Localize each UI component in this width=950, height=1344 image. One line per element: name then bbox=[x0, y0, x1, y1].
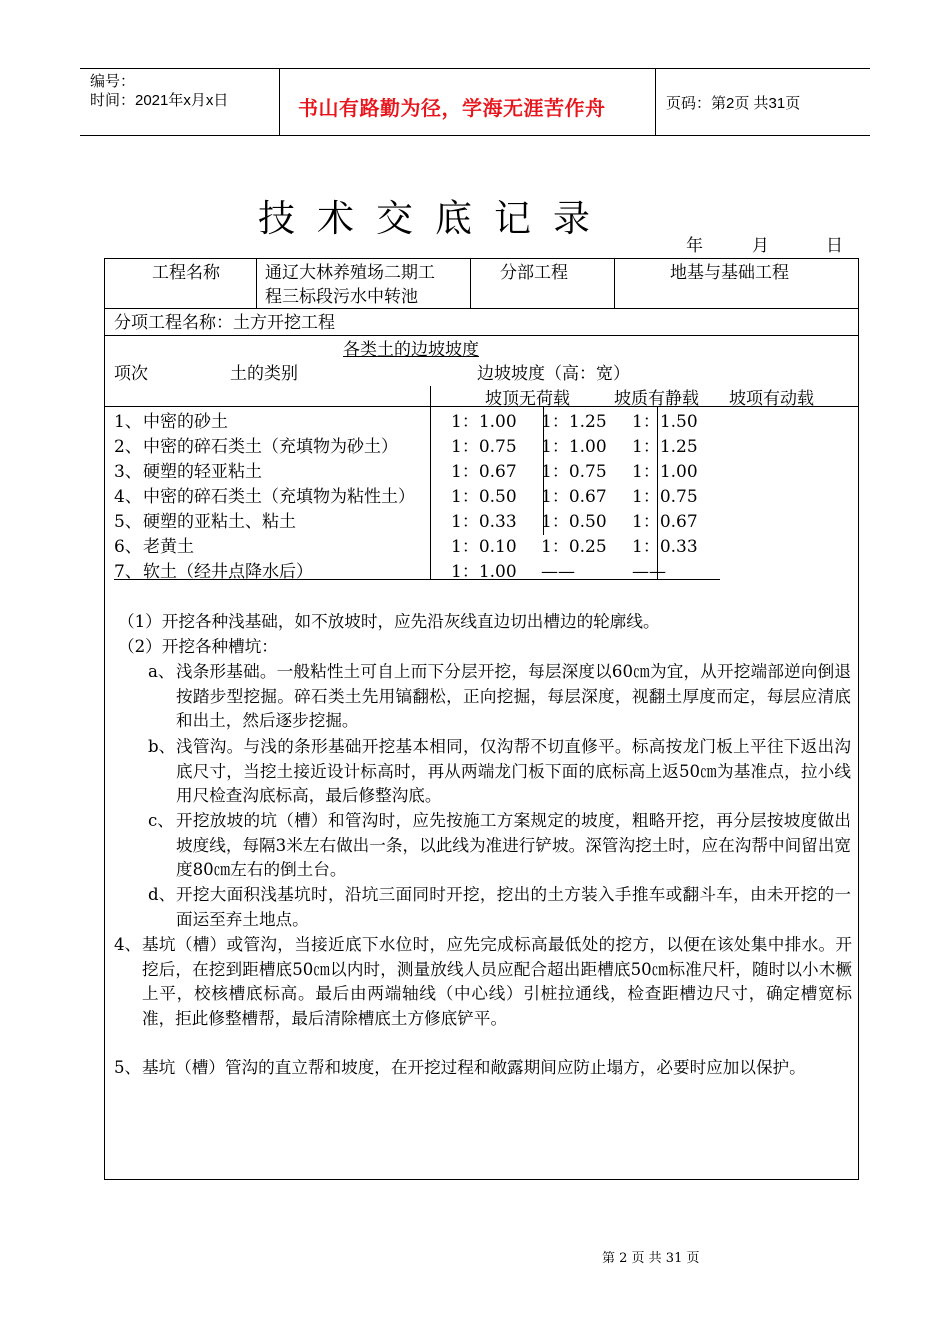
header-divider-left bbox=[279, 68, 280, 135]
subitem-name: 分项工程名称：土方开挖工程 bbox=[114, 313, 335, 333]
item-b-label: b、 bbox=[148, 737, 176, 756]
header-motto: 书山有路勤为径，学海无涯苦作舟 bbox=[298, 96, 606, 120]
slope-row-3-soil: 硬塑的轻亚粘土 bbox=[143, 462, 262, 482]
slope-row-1-b: 1：1.25 bbox=[541, 412, 607, 432]
date-month: 月 bbox=[752, 236, 769, 256]
page-title: 技术交底记录 bbox=[258, 197, 612, 240]
slope-table-caption: 各类土的边坡坡度 bbox=[343, 340, 479, 360]
slope-row-2-a: 1：0.75 bbox=[451, 437, 517, 457]
slope-row-6-soil: 老黄土 bbox=[143, 537, 194, 557]
project-name-label: 工程名称 bbox=[152, 263, 220, 283]
slope-row-6-a: 1：0.10 bbox=[451, 537, 517, 557]
slope-row-6-c: 1：0.33 bbox=[632, 537, 698, 557]
slope-row-2-c: 1：1.25 bbox=[632, 437, 698, 457]
item-b-text: 浅管沟。与浅的条形基础开挖基本相同，仅沟帮不切直修平。标高按龙门板上平往下返出沟底尺寸，当挖土接近设计标高时，再从两端龙门板下面的底标高上返50㎝为基准点，拉小线用尺检查沟底标高，最后修整沟底。 bbox=[176, 737, 851, 806]
slope-row-2-b: 1：1.00 bbox=[541, 437, 607, 457]
header-page-label: 页码：第2页 共31页 bbox=[666, 95, 801, 112]
slope-row-7-a: 1：1.00 bbox=[451, 562, 517, 582]
item-5-label: 5、 bbox=[114, 1058, 142, 1077]
date-day: 日 bbox=[826, 236, 843, 256]
header-number-label: 编号： bbox=[90, 73, 136, 90]
header-divider-right bbox=[655, 68, 656, 135]
slope-row-5-b: 1：0.50 bbox=[541, 512, 607, 532]
item-d-text: 开挖大面积浅基坑时，沿坑三面同时开挖，挖出的土方装入手推车或翻斗车，由未开挖的一面运至弃土地点。 bbox=[176, 885, 851, 929]
slope-row-3-c: 1：1.00 bbox=[632, 462, 698, 482]
header-time-label: 时间：2021年x月x日 bbox=[90, 92, 229, 109]
slope-row-1-c: 1：1.50 bbox=[632, 412, 698, 432]
slope-subheader-dynamic-load: 坡项有动载 bbox=[729, 389, 814, 409]
page-footer: 第 2 页 共 31 页 bbox=[602, 1251, 700, 1266]
header-top-rule bbox=[80, 68, 870, 69]
slope-row-7-no: 7、 bbox=[114, 562, 142, 582]
slope-row-4-a: 1：0.50 bbox=[451, 487, 517, 507]
slope-row-5-a: 1：0.33 bbox=[451, 512, 517, 532]
slope-row-5-soil: 硬塑的亚粘土、粘土 bbox=[143, 512, 296, 532]
item-d-label: d、 bbox=[148, 885, 176, 904]
slope-row-3-no: 3、 bbox=[114, 462, 142, 482]
item-4-label: 4、 bbox=[114, 935, 142, 954]
header-bottom-rule bbox=[80, 135, 870, 136]
slope-row-1-a: 1：1.00 bbox=[451, 412, 517, 432]
info-col-1 bbox=[256, 258, 257, 308]
slope-row-4-b: 1：0.67 bbox=[541, 487, 607, 507]
slope-row-1-no: 1、 bbox=[114, 412, 142, 432]
info-col-2 bbox=[470, 258, 471, 308]
paragraph-2: （2）开挖各种槽坑： bbox=[118, 637, 278, 656]
item-a-text: 浅条形基础。一般粘性土可自上而下分层开挖，每层深度以60㎝为宜，从开挖端部逆向倒退按踏步型挖掘。碎石类土先用镐翻松，正向挖掘，每层深度，视翻土厚度而定，每层应清底和出土，然后逐步挖掘。 bbox=[176, 662, 851, 731]
info-col-3 bbox=[614, 258, 615, 308]
slope-row-3-a: 1：0.67 bbox=[451, 462, 517, 482]
item-4-text: 基坑（槽）或管沟，当接近底下水位时，应先完成标高最低处的挖方，以便在该处集中排水。开挖后，在挖到距槽底50㎝以内时，测量放线人员应配合超出距槽底50㎝标准尺杆，随时以小木橛上平，校核槽底标高。最后由两端轴线（中心线）引桩拉通线，检查距槽边尺寸，确定槽宽标准，拒此修整槽帮，最后清除槽底土方修底铲平。 bbox=[142, 935, 852, 1028]
division-value: 地基与基础工程 bbox=[670, 263, 789, 283]
slope-row-1-soil: 中密的砂土 bbox=[143, 412, 228, 432]
slope-row-4-c: 1：0.75 bbox=[632, 487, 698, 507]
slope-row-4-no: 4、 bbox=[114, 487, 142, 507]
item-c-label: c、 bbox=[148, 811, 174, 830]
project-name-value-line2: 程三标段污水中转池 bbox=[265, 287, 418, 307]
slope-row-7-c: —— bbox=[632, 562, 666, 582]
slope-row-7-b: —— bbox=[541, 562, 575, 582]
info-row-bottom-rule bbox=[104, 308, 859, 309]
slope-row-5-no: 5、 bbox=[114, 512, 142, 532]
slope-row-6-no: 6、 bbox=[114, 537, 142, 557]
date-year: 年 bbox=[686, 236, 703, 256]
slope-subheader-no-load: 坡顶无荷载 bbox=[485, 389, 570, 409]
slope-row-7-soil: 软土（经井点降水后） bbox=[143, 562, 313, 582]
item-c-text: 开挖放坡的坑（槽）和管沟时，应先按施工方案规定的坡度，粗略开挖，再分层按坡度做出坡度线，每隔3米左右做出一条，以此线为准进行铲坡。深管沟挖土时，应在沟帮中间留出宽度80㎝左右的倒土台。 bbox=[176, 811, 851, 880]
slope-col-divider-1 bbox=[430, 386, 431, 579]
project-name-value-line1: 通辽大林养殖场二期工 bbox=[265, 263, 435, 283]
item-5-text: 基坑（槽）管沟的直立帮和坡度，在开挖过程和敞露期间应防止塌方，必要时应加以保护。 bbox=[142, 1058, 806, 1077]
slope-row-5-c: 1：0.67 bbox=[632, 512, 698, 532]
slope-col-soil: 土的类别 bbox=[230, 364, 298, 384]
item-a-label: a、 bbox=[148, 662, 175, 681]
slope-subheader-static-load: 坡质有静载 bbox=[614, 389, 699, 409]
slope-row-6-b: 1：0.25 bbox=[541, 537, 607, 557]
slope-row-2-no: 2、 bbox=[114, 437, 142, 457]
slope-row-3-b: 1：0.75 bbox=[541, 462, 607, 482]
slope-row-4-soil: 中密的碎石类土（充填物为粘性土） bbox=[143, 487, 415, 507]
division-label: 分部工程 bbox=[500, 263, 568, 283]
paragraph-1: （1）开挖各种浅基础，如不放坡时，应先沿灰线直边切出槽边的轮廓线。 bbox=[118, 612, 660, 631]
slope-col-slope: 边坡坡度（高：宽） bbox=[477, 364, 630, 384]
slope-row-2-soil: 中密的碎石类土（充填物为砂土） bbox=[143, 437, 398, 457]
slope-col-item: 项次 bbox=[114, 364, 148, 384]
